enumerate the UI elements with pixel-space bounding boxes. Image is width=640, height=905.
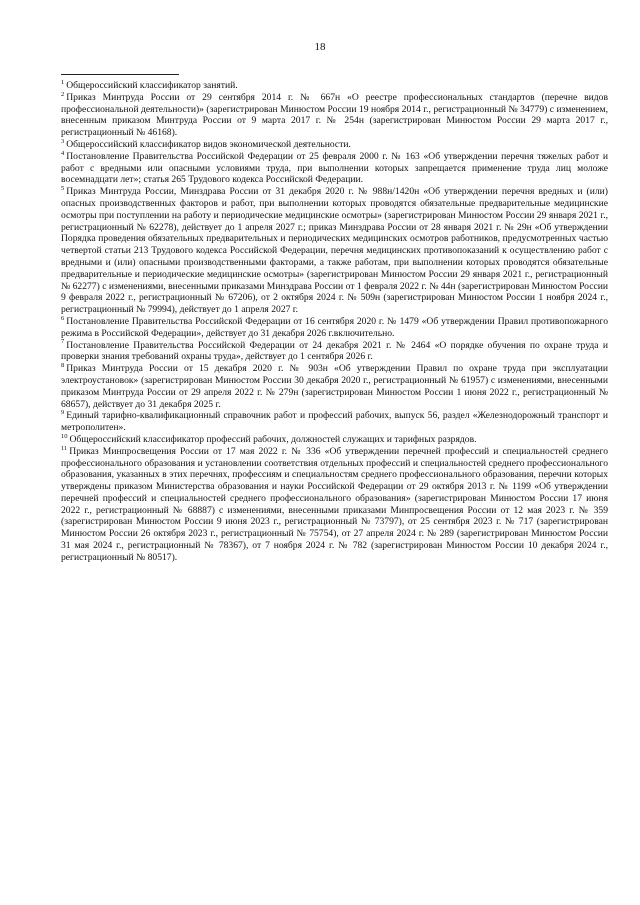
footnote-text: Общероссийский классификатор занятий. [66, 80, 238, 91]
footnote-11 [61, 446, 608, 564]
footnote-text: Приказ Минтруда России от 15 декабря 2020 г. № 903н «Об утверждении Правил по охране труда при эксплуатации электроустановок» (зарегистрирован Минюстом России 30 декабря 2020 г., регистрационный № 61957) с изменениями, внесенными приказом Минтруда России от 29 апреля 2022 г. № 279н (зарегистрирован Минюстом России 1 июня 2022 г., регистрационный № 68657), действует до 31 декабря 2025 г. [61, 363, 608, 410]
footnote-text: Приказ Минтруда России, Минздрава России от 31 декабря 2020 г. № 988н/1420н «Об утверждении перечня вредных и (или) опасных производственных факторов и работ, при выполнении которых проводятся обязательные предварительные медицинские осмотры при поступлении на работу и периодические медицинские осмотры» (зарегистрирован Минюстом России 29 января 2021 г., регистрационный № 62278), действует до 1 апреля 2027 г.; приказ Минздрава России от 28 января 2021 г. № 29н «Об утверждении Порядка проведения обязательных предварительных и периодических медицинских осмотров работников, предусмотренных частью четвертой статьи 213 Трудового кодекса Российской Федерации, перечня медицинских противопоказаний к осуществлению работ с вредными и (или) опасными производственными факторами, а также работам, при выполнении которых проводятся обязательные предварительные и периодические медицинские осмотры» (зарегистрирован Минюстом России 29 января 2021 г., регистрационный № 62277) с изменениями, внесенными приказами Минздрава России от 1 февраля 2022 г. № 44н (зарегистрирован Минюстом России 9 февраля 2022 г., регистрационный № 67206), от 2 октября 2024 г. № 509н (зарегистрирован Минюстом России 1 ноября 2024 г., регистрационный № 79994), действует до 1 апреля 2027 г. [61, 186, 608, 316]
footnote-marker: 8 [61, 361, 65, 369]
footnote-5 [61, 186, 608, 316]
footnote-text: Общероссийский классификатор видов экономической деятельности. [66, 138, 351, 150]
footnote-marker: 7 [61, 338, 65, 346]
footnote-marker: 6 [61, 314, 65, 322]
footnote-text: Приказ Минпросвещения России от 17 мая 2022 г. № 336 «Об утверждении перечней профессий и специальностей среднего профессионального образования и установлении соответствия отдельных профессий и специальностей среднего профессионального образования, указанных в этих перечнях, профессиям и специальностям среднего профессионального образования, перечни которых утверждены приказом Министерства образования и науки Российской Федерации от 29 октября 2013 г. № 1199 «Об утверждении перечней профессий и специальностей среднего профессионального образования» (зарегистрирован Минюстом России 17 июня 2022 г., регистрационный № 68887) с изменениями, внесенными приказами Минпросвещения России от 12 мая 2023 г. № 359 (зарегистрирован Минюстом России 9 июня 2023 г., регистрационный № 73797), от 25 сентября 2023 г. № 717 (зарегистрирован Минюстом России 26 октября 2023 г., регистрационный № 75754), от 27 апреля 2024 г. № 289 (зарегистрирован Минюстом России 31 мая 2024 г., регистрационный № 78367), от 7 ноября 2024 г. № 782 (зарегистрирован Минюстом России 10 декабря 2024 г., регистрационный № 80517). [61, 445, 608, 563]
footnote-marker: 10 [61, 432, 68, 440]
footnote-text: Постановление Правительства Российской Федерации от 24 декабря 2021 г. № 2464 «О порядке обучения по охране труда и проверки знания требований охраны труда», действует до 1 сентября 2026 г. [61, 339, 608, 363]
footnote-10 [61, 434, 608, 446]
footnote-8 [61, 363, 608, 410]
footnote-text: Приказ Минтруда России от 29 сентября 2014 г. № 667н «О реестре профессиональных стандартов (перечне видов профессиональной деятельности)» (зарегистрирован Минюстом России 19 ноября 2014 г., регистрационный № 34779) с изменением, внесенным приказом Минтруда России от 9 марта 2017 г. № 254н (зарегистрирован Минюстом России 29 марта 2017 г., регистрационный № 46168). [61, 91, 608, 139]
footnote-text: Единый тарифно-квалификационный справочник работ и профессий рабочих, выпуск 56, раздел «Железнодорожный транспорт и метрополитен». [61, 410, 608, 434]
footnote-1 [61, 80, 608, 92]
footnote-separator [61, 74, 179, 75]
footnote-marker: 3 [61, 137, 65, 145]
footnote-text: Постановление Правительства Российской Федерации от 25 февраля 2000 г. № 163 «Об утверждении перечня тяжелых работ и работ с вредными или опасными условиями труда, при выполнении которых запрещается применение труда лиц моложе восемнадцати лет»; статья 265 Трудового кодекса Российской Федерации. [61, 150, 608, 186]
footnote-marker: 2 [61, 90, 65, 98]
footnote-6 [61, 316, 608, 340]
footnote-text: Общероссийский классификатор профессий рабочих, должностей служащих и тарифных разрядов. [69, 433, 477, 445]
footnote-9 [61, 410, 608, 434]
page-number: 18 [314, 41, 326, 53]
footnotes [61, 80, 608, 564]
footnote-marker: 5 [61, 184, 65, 192]
footnote-marker: 9 [61, 409, 65, 417]
footnote-marker: 1 [61, 78, 65, 86]
footnote-7 [61, 340, 608, 364]
footnote-4 [61, 151, 608, 186]
footnote-marker: 4 [61, 149, 65, 157]
footnote-2 [61, 92, 608, 139]
footnote-marker: 11 [61, 444, 68, 452]
footnote-3 [61, 139, 608, 151]
footnote-text: Постановление Правительства Российской Федерации от 16 сентября 2020 г. № 1479 «Об утверждении Правил противопожарного режима в Российской Федерации», действует до 31 декабря 2026 г.включительно. [61, 315, 608, 339]
